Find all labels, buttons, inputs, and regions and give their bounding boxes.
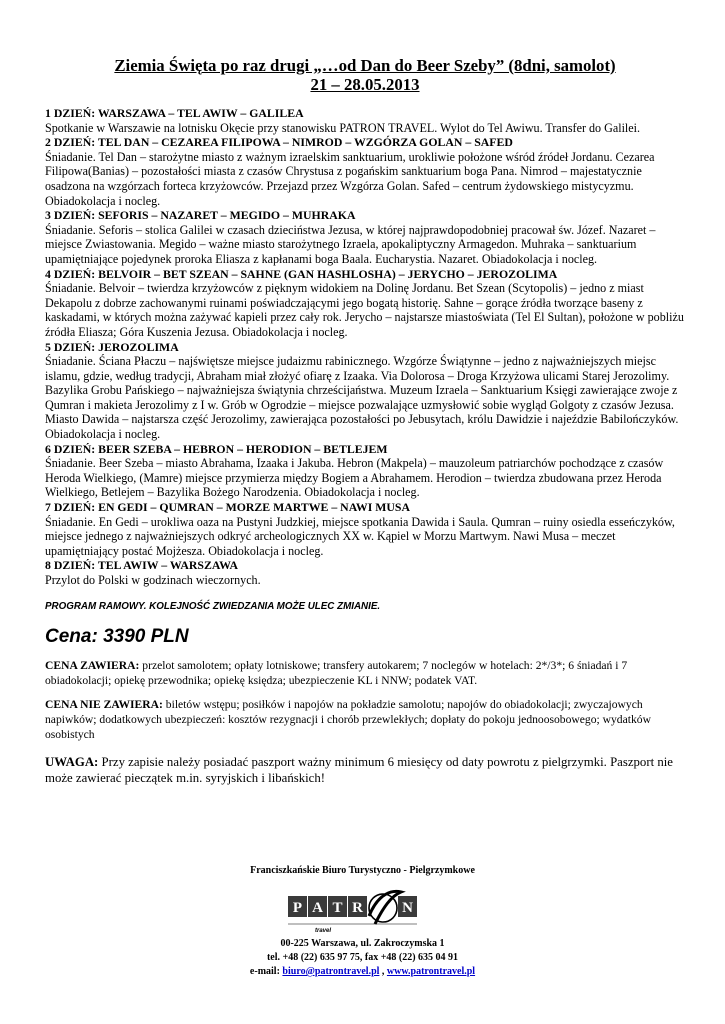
day-7: [45, 500, 685, 558]
office-name: Franciszkańskie Biuro Turystyczno - Pielgrzymkowe: [250, 865, 475, 876]
logo-letter: P: [292, 900, 302, 916]
price-excludes: [45, 698, 685, 742]
day-6: [45, 442, 685, 500]
phone-fax: tel. +48 (22) 635 97 75, fax +48 (22) 635 04 91: [266, 952, 459, 963]
email-link[interactable]: biuro@patrontravel.pl: [282, 966, 380, 977]
price-includes-text: przelot samolotem; opłaty lotniskowe; transfery autokarem; 7 noclegów w hotelach: 2*/3*; 6 śniadań i 7 obiadokolacji; opiekę przewodnika; opiekę księdza; ubezpieczenie KL i NNW; podatek VAT.: [45, 659, 628, 687]
contact-line: [0, 966, 725, 978]
footer: [0, 865, 725, 978]
day-heading: 3 DZIEŃ: SEFORIS – NAZARET – MEGIDO – MUHRAKA: [45, 208, 356, 223]
day-description: Przylot do Polski w godzinach wieczornych.: [45, 573, 261, 587]
day-description: Śniadanie. Beer Szeba – miasto Abrahama, Izaaka i Jakuba. Hebron (Makpela) – mauzoleum patriarchów pochodzące z czasów Heroda Wielkiego, (Mamre) miejsce przymierza między Bogiem a Abrahamem. Herodion – twierdza zbudowana przez Heroda Wielkiego, Betlejem – Bazylika Bożego Narodzenia. Obiadokolacja i nocleg.: [45, 456, 664, 500]
document-title: [45, 56, 685, 94]
warning-label: UWAGA:: [45, 755, 99, 770]
day-heading: 5 DZIEŃ: JEROZOLIMA: [45, 339, 179, 354]
address: 00-225 Warszawa, ul. Zakroczymska 1: [280, 938, 445, 949]
day-heading: 1 DZIEŃ: WARSZAWA – TEL AWIW – GALILEA: [45, 106, 304, 120]
patron-travel-logo: [283, 886, 443, 936]
price: Cena: 3390 PLN: [45, 626, 189, 648]
separator: ,: [381, 966, 385, 977]
day-heading: 2 DZIEŃ: TEL DAN – CEZAREA FILIPOWA – NIMROD – WZGÓRZA GOLAN – SAFED: [45, 135, 513, 150]
price-includes: [45, 659, 685, 688]
price-excludes-label: CENA NIE ZAWIERA:: [45, 698, 163, 712]
day-description: Śniadanie. En Gedi – urokliwa oaza na Pustyni Judzkiej, miejsce spotkania Dawida i Saula. Qumran – ruiny osiedla esseńczyków, miejsce jednego z najważniejszych odkryć archeologicznych XX w. Kąpiel w Morzu Martwym. Nawi Musa – meczet upamiętniający postać Mojżesza. Obiadokolacja i nocleg.: [45, 514, 675, 558]
day-8: [45, 558, 685, 587]
price-excludes-text: biletów wstępu; posiłków i napojów na pokładzie samolotu; napojów do obiadokolacji; zwyczajowych napiwków; dodatkowych ubezpieczeń: kosztów rezygnacji i chorób przewlekłych; dopłaty do pokoju jednoosobowego; wydatków osobistych: [45, 698, 651, 741]
passport-warning: [45, 754, 685, 786]
logo-letter: N: [401, 900, 413, 916]
day-4: [45, 267, 685, 340]
logo-sub: travel: [314, 928, 331, 934]
program-note: PROGRAM RAMOWY. KOLEJNOŚĆ ZWIEDZANIA MOŻE ULEC ZMIANIE.: [45, 600, 381, 612]
day-5: [45, 340, 685, 442]
day-description: Spotkanie w Warszawie na lotnisku Okęcie przy stanowisku PATRON TRAVEL. Wylot do Tel Awiwu. Transfer do Galilei.: [45, 120, 641, 135]
day-heading: 7 DZIEŃ: EN GEDI – QUMRAN – MORZE MARTWE – NAWI MUSA: [45, 500, 410, 515]
day-2: [45, 135, 685, 208]
itinerary: [45, 106, 685, 588]
logo-letter: A: [311, 900, 323, 916]
day-description: Śniadanie. Belvoir – twierdza krzyżowców z pięknym widokiem na Dolinę Jordanu. Bet Szean (Scytopolis) – jedno z miast Dekapolu z dobrze zachowanymi ruinami poświadczającymi jego bogatą historię. Sahne – gorące źródła tworzące baseny z kaskadami, w których można zażywać kapieli przez cały rok. Jerycho – najstarsze miastoświata (Tel El Sultan), położone w pobliżu źródła Eliasza; Góra Kuszenia Jezusa. Obiadokolacja i nocleg.: [45, 281, 684, 339]
document-page: [45, 56, 685, 786]
email-label: e-mail:: [249, 966, 280, 977]
day-description: Śniadanie. Tel Dan – starożytne miasto z ważnym izraelskim sanktuarium, urokliwie położone wśród źródeł Jordanu. Cezarea Filipowa(Banias) – pozostałości miasta z czasów Chrystusa z pogańskim sanktuarium boga Pana. Nimrod – majestatycznie osadzona na wzgórzach forteca krzyżowców. Przejazd przez Wzgórza Golan. Safed – centrum żydowskiego mistycyzmu. Obiadokolacja i nocleg.: [45, 149, 655, 208]
day-1: [45, 106, 685, 135]
title-line-1: Ziemia Święta po raz drugi „…od Dan do Beer Szeby” (8dni, samolot): [114, 56, 616, 75]
day-heading: 8 DZIEŃ: TEL AWIW – WARSZAWA: [45, 558, 239, 573]
day-3: [45, 208, 685, 266]
logo-letter: R: [351, 900, 363, 916]
price-includes-label: CENA ZAWIERA:: [45, 659, 140, 673]
logo-letter: T: [331, 900, 343, 916]
website-link[interactable]: www.patrontravel.pl: [386, 966, 476, 977]
logo-graphic: [283, 886, 443, 936]
day-description: Śniadanie. Ściana Płaczu – najświętsze miejsce judaizmu rabinicznego. Wzgórze Świątynne – jedno z najważniejszych miejsc islamu, gdzie, według tradycji, Abraham miał złożyć ofiarę z Izaaka. Via Dolorosa – Droga Krzyżowa ulicami Starej Jerozolimy. Bazylika Grobu Pańskiego – najważniejsza świątynia chrześcijaństwa. Muzeum Izraela – Sanktuarium Księgi zawierające zwoje z Qumran i makieta Jerozolimy z I w. Grób w Ogrodzie – miejsce pozwalające uzmysłowić sobie wygląd Golgoty z czasów Jezusa. Miasto Dawida – najstarsza część Jerozolimy, zawierająca pozostałości po Jebusytach, królu Dawidzie i najeździe Babilończyków. Obiadokolacja i nocleg.: [45, 354, 679, 442]
warning-text: Przy zapisie należy posiadać paszport ważny minimum 6 miesięcy od daty powrotu z pielgrzymki. Paszport nie może zawierać pieczątek m.in. syryjskich i libańskich!: [45, 755, 673, 786]
title-line-2: 21 – 28.05.2013: [310, 75, 420, 94]
day-heading: 4 DZIEŃ: BELVOIR – BET SZEAN – SAHNE (GAN HASHLOSHA) – JERYCHO – JEROZOLIMA: [45, 266, 558, 281]
day-description: Śniadanie. Seforis – stolica Galilei w czasach dzieciństwa Jezusa, w której najprawdopodobniej pracował św. Józef. Nazaret – miejsce Zwiastowania. Megido – ważne miasto starożytnego Izraela, apokaliptyczny Armagedon. Muhraka – sanktuarium upamiętniające pojedynek proroka Eliasza z kapłanami boga Baala. Eucharystia. Nazaret. Obiadokolacja i nocleg.: [45, 222, 656, 266]
day-heading: 6 DZIEŃ: BEER SZEBA – HEBRON – HERODION – BETLEJEM: [45, 441, 388, 456]
